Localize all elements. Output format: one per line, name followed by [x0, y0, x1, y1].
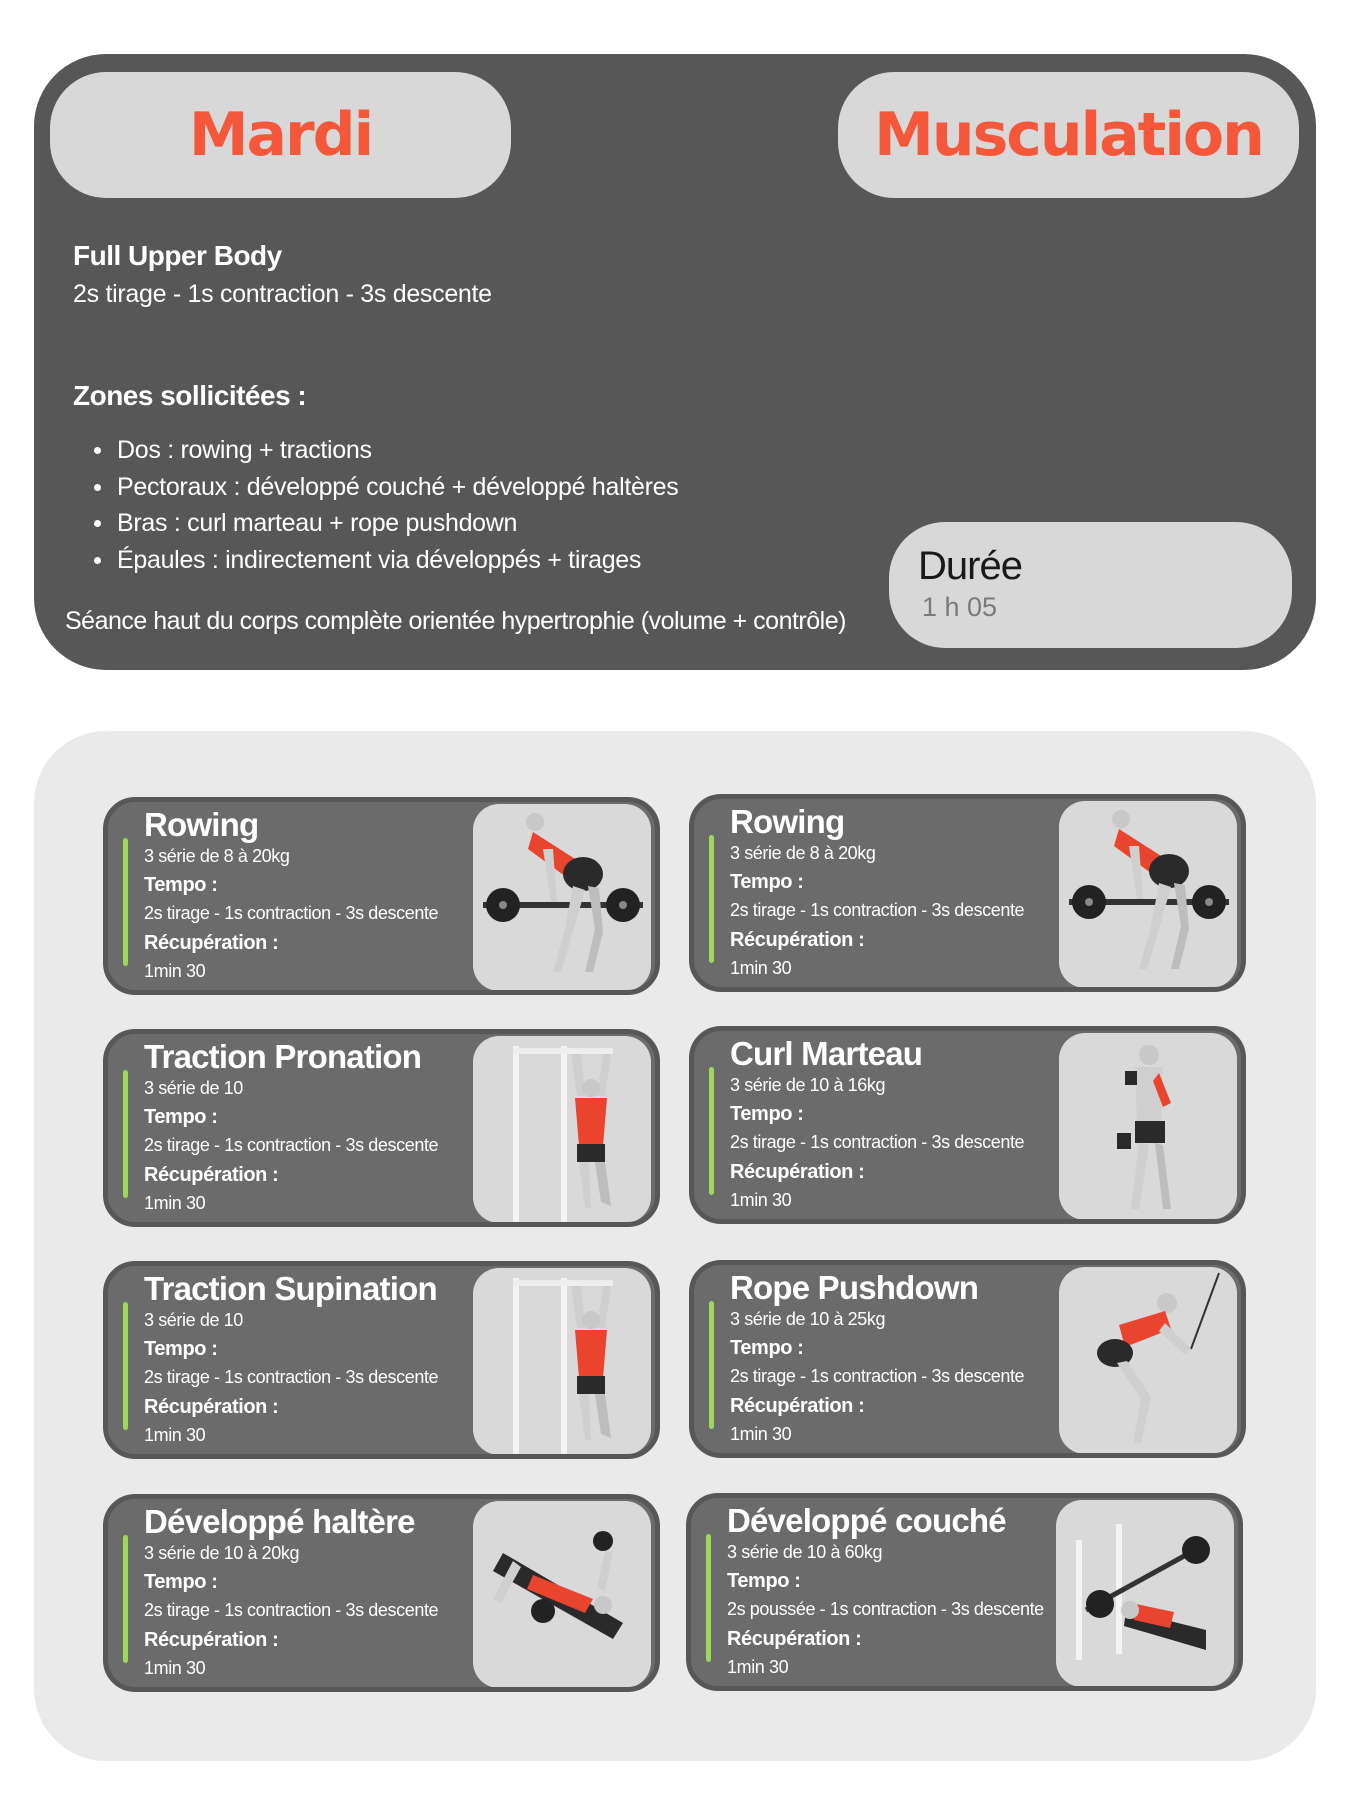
recovery-label: Récupération : — [730, 1395, 865, 1417]
exercise-tempo: 2s tirage - 1s contraction - 3s descente — [730, 1366, 1025, 1386]
day-title: Mardi — [188, 100, 373, 170]
duration-label: Durée — [918, 544, 1022, 588]
zones-title: Zones sollicitées : — [73, 380, 307, 411]
exercise-tempo: 2s tirage - 1s contraction - 3s descente — [730, 900, 1025, 920]
accent-bar — [123, 838, 128, 966]
exercise-sets: 3 série de 10 — [144, 1078, 243, 1098]
exercise-name: Traction Supination — [144, 1270, 437, 1307]
accent-bar — [706, 1534, 711, 1662]
tempo-label: Tempo : — [730, 1103, 804, 1125]
accent-bar — [123, 1302, 128, 1430]
exercise-tempo: 2s tirage - 1s contraction - 3s descente — [144, 1600, 439, 1620]
session-header-panel — [34, 54, 1316, 670]
exercise-card — [689, 1026, 1246, 1224]
duration-pill — [889, 522, 1292, 648]
accent-bar — [709, 835, 714, 963]
exercise-name: Traction Pronation — [144, 1038, 422, 1075]
exercise-card — [686, 1493, 1243, 1691]
type-title: Musculation — [874, 100, 1263, 170]
exercise-recovery: 1min 30 — [144, 1425, 206, 1445]
exercise-tempo: 2s tirage - 1s contraction - 3s descente — [144, 1135, 439, 1155]
tempo-label: Tempo : — [730, 871, 804, 893]
type-pill — [838, 72, 1299, 198]
tempo-label: Tempo : — [144, 1338, 218, 1360]
accent-bar — [709, 1301, 714, 1429]
rope-pushdown-illustration — [1059, 1267, 1237, 1454]
exercise-recovery: 1min 30 — [730, 1190, 792, 1210]
day-pill — [50, 72, 511, 198]
zone-item: Dos : rowing + tractions — [117, 432, 678, 469]
exercise-sets: 3 série de 10 à 20kg — [144, 1543, 300, 1563]
recovery-label: Récupération : — [727, 1628, 862, 1650]
tempo-label: Tempo : — [730, 1337, 804, 1359]
tempo-label: Tempo : — [144, 1106, 218, 1128]
hammer-curl-illustration — [1059, 1033, 1237, 1220]
exercise-sets: 3 série de 8 à 20kg — [730, 843, 876, 863]
exercise-tempo: 2s tirage - 1s contraction - 3s descente — [144, 1367, 439, 1387]
tempo-label: Tempo : — [727, 1570, 801, 1592]
exercise-sets: 3 série de 10 à 25kg — [730, 1309, 886, 1329]
session-name: Full Upper Body — [73, 240, 282, 271]
exercise-name: Développé couché — [727, 1502, 1006, 1539]
exercise-recovery: 1min 30 — [144, 961, 206, 981]
tempo-label: Tempo : — [144, 1571, 218, 1593]
exercise-sets: 3 série de 8 à 20kg — [144, 846, 290, 866]
exercise-name: Curl Marteau — [730, 1035, 923, 1072]
exercise-sets: 3 série de 10 — [144, 1310, 243, 1330]
barbell-row-illustration — [1059, 801, 1237, 988]
exercise-card — [103, 1261, 660, 1459]
dumbbell-press-illustration — [473, 1501, 651, 1688]
exercise-tempo: 2s tirage - 1s contraction - 3s descente — [730, 1132, 1025, 1152]
exercise-sets: 3 série de 10 à 60kg — [727, 1542, 883, 1562]
exercise-sets: 3 série de 10 à 16kg — [730, 1075, 886, 1095]
exercise-name: Développé haltère — [144, 1503, 415, 1540]
accent-bar — [123, 1535, 128, 1663]
exercise-recovery: 1min 30 — [730, 1424, 792, 1444]
accent-bar — [123, 1070, 128, 1198]
recovery-label: Récupération : — [730, 1161, 865, 1183]
session-tempo: 2s tirage - 1s contraction - 3s descente — [73, 280, 492, 308]
exercise-name: Rowing — [730, 803, 845, 840]
exercise-recovery: 1min 30 — [144, 1658, 206, 1678]
recovery-label: Récupération : — [144, 1629, 279, 1651]
exercise-recovery: 1min 30 — [727, 1657, 789, 1677]
zone-item: Pectoraux : développé couché + développé haltères — [117, 469, 678, 506]
chin-up-illustration — [473, 1268, 651, 1455]
exercise-tempo: 2s tirage - 1s contraction - 3s descente — [144, 903, 439, 923]
pull-up-illustration — [473, 1036, 651, 1223]
zones-list — [117, 432, 678, 578]
exercise-recovery: 1min 30 — [144, 1193, 206, 1213]
recovery-label: Récupération : — [144, 1164, 279, 1186]
barbell-row-illustration — [473, 804, 651, 991]
bench-press-illustration — [1056, 1500, 1234, 1687]
exercise-tempo: 2s poussée - 1s contraction - 3s descente — [727, 1599, 1044, 1619]
exercise-card — [689, 1260, 1246, 1458]
recovery-label: Récupération : — [144, 932, 279, 954]
recovery-label: Récupération : — [730, 929, 865, 951]
exercise-card — [103, 797, 660, 995]
accent-bar — [709, 1067, 714, 1195]
exercise-card — [103, 1029, 660, 1227]
recovery-label: Récupération : — [144, 1396, 279, 1418]
exercise-name: Rope Pushdown — [730, 1269, 979, 1306]
zone-item: Épaules : indirectement via développés + tirages — [117, 542, 678, 579]
tempo-label: Tempo : — [144, 874, 218, 896]
session-description: Séance haut du corps complète orientée hypertrophie (volume + contrôle) — [65, 607, 846, 635]
duration-value: 1 h 05 — [922, 592, 998, 622]
exercise-card — [689, 794, 1246, 992]
exercise-card — [103, 1494, 660, 1692]
zone-item: Bras : curl marteau + rope pushdown — [117, 505, 678, 542]
exercise-recovery: 1min 30 — [730, 958, 792, 978]
exercises-panel — [34, 731, 1316, 1761]
exercise-name: Rowing — [144, 806, 259, 843]
